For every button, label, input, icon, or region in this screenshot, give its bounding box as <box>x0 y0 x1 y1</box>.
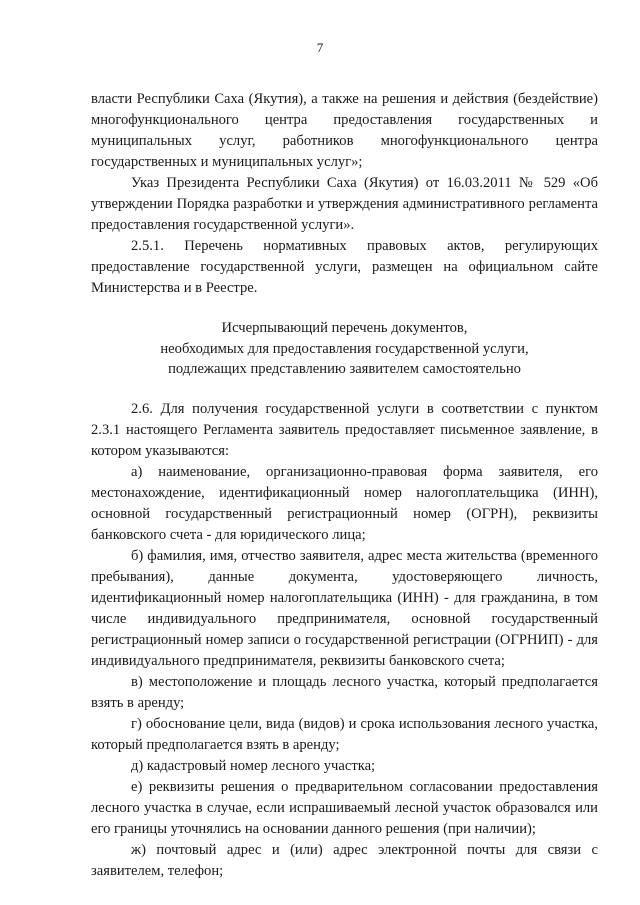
heading-line-3: подлежащих представлению заявителем самостоятельно <box>168 361 521 377</box>
list-item-g: г) обоснование цели, вида (видов) и срока использования лесного участка, который предполагается взять в аренду; <box>91 715 598 753</box>
paragraph-2-6: 2.6. Для получения государственной услуги в соответствии с пунктом 2.3.1 настоящего Регламента заявитель предоставляет письменное заявление, в котором указываются: <box>91 400 598 459</box>
paragraph-decree: Указ Президента Республики Саха (Якутия) от 16.03.2011 № 529 «Об утверждении Порядка разработки и утверждения административного регламента предоставления государственной услуги». <box>91 175 598 233</box>
list-item-a: а) наименование, организационно-правовая форма заявителя, его местонахождение, идентификационный номер налогоплательщика (ИНН), основной государственный регистрационный номер (ОГРН), реквизиты банковского счета - для юридического лица; <box>91 463 598 543</box>
section-heading <box>91 318 598 380</box>
list-item-b: б) фамилия, имя, отчество заявителя, адрес места жительства (временного пребывания), данные документа, удостоверяющего личность, идентификационный номер налогоплательщика (ИНН) - для гражданина, в том числе индивидуального предпринимателя, основной государственный регистрационный номер записи о государственной регистрации (ОГРНИП) - для индивидуального предпринимателя, реквизиты банковского счета; <box>91 547 598 669</box>
list-item-d: д) кадастровый номер лесного участка; <box>131 757 376 774</box>
list-item-e: е) реквизиты решения о предварительном согласовании предоставления лесного участка в случае, если испрашиваемый лесной участок образовался или его границы уточнялись на основании данного решения (при наличии); <box>91 778 598 837</box>
list-item-zh: ж) почтовый адрес и (или) адрес электронной почты для связи с заявителем, телефон; <box>91 841 598 879</box>
heading-line-2: необходимых для предоставления государственной услуги, <box>160 340 529 357</box>
paragraph-2-5-1: 2.5.1. Перечень нормативных правовых актов, регулирующих предоставление государственной услуги, размещен на официальном сайте Министерства и в Реестре. <box>91 238 598 296</box>
page-number: 7 <box>316 40 324 55</box>
list-item-v: в) местоположение и площадь лесного участка, который предполагается взять в аренду; <box>91 673 598 711</box>
document-body <box>91 89 598 882</box>
paragraph-continuation: власти Республики Саха (Якутия), а также на решения и действия (бездействие) многофункционального центра предоставления государственных и муниципальных услуг, работников многофункционального центра государственных и муниципальных услуг»; <box>91 91 598 170</box>
heading-line-1: Исчерпывающий перечень документов, <box>221 320 468 336</box>
